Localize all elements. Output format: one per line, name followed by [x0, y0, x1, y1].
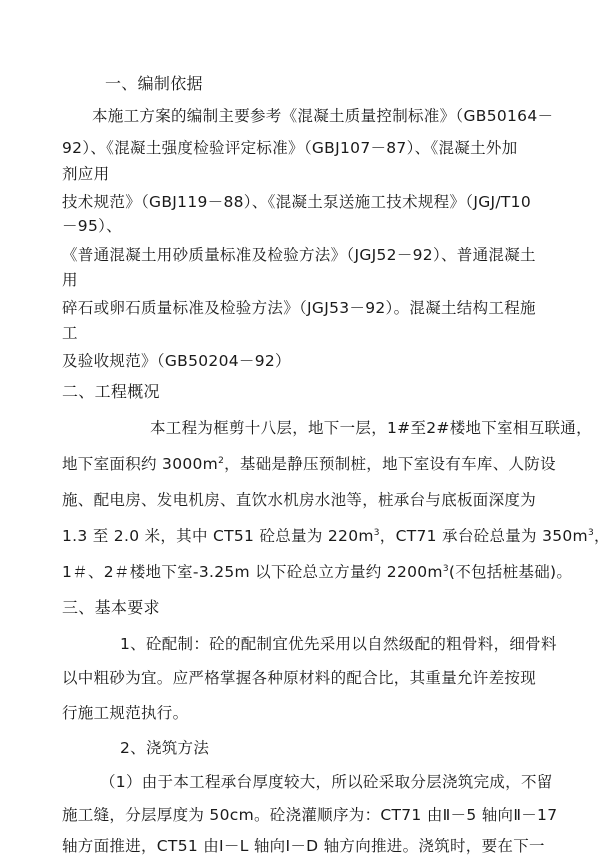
- section-heading-basis: 一、编制依据: [105, 74, 203, 93]
- section-heading-requirements: 三、基本要求: [62, 598, 160, 617]
- text-line: 本工程为框剪十八层，地下一层，1#至2#楼地下室相互联通，: [150, 419, 592, 437]
- text-line: 《普通混凝土用砂质量标准及检验方法》（JGJ52－92）、普通混凝土: [62, 246, 536, 264]
- text-line: 技术规范》（GBJ119－88）、《混凝土泵送施工技术规程》（JGJ/T10: [62, 193, 531, 211]
- text-line: 以中粗砂为宜。应严格掌握各种原材料的配合比，其重量允许差按现: [62, 669, 537, 687]
- text-line: 本施工方案的编制主要参考《混凝土质量控制标准》（GB50164－: [92, 107, 554, 125]
- text-line: 2、浇筑方法: [120, 739, 210, 757]
- text-line: 1、砼配制：砼的配制宜优先采用以自然级配的粗骨料，细骨料: [120, 635, 557, 653]
- text-line: 用: [62, 271, 78, 289]
- text-line: 剂应用: [62, 165, 110, 183]
- text-line: 及验收规范》（GB50204－92）: [62, 352, 291, 370]
- text-line: 地下室面积约 $3000m^2$，基础是静压预制桩，地下室设有车库、人防设: [62, 455, 556, 473]
- text-line: 施、配电房、发电机房、直饮水机房水池等，桩承台与底板面深度为: [62, 491, 537, 509]
- text-line: －95）、: [62, 217, 122, 235]
- text-line: 1＃、2＃楼地下室-3.25m 以下砼总立方量约 $2200m^3$(不包括桩基础)。: [62, 563, 573, 581]
- text-line: （1）由于本工程承台厚度较大，所以砼采取分层浇筑完成，不留: [100, 773, 553, 791]
- text-line: 施工缝，分层厚度为 50cm。砼浇灌顺序为：CT71 由Ⅱ－5 轴向Ⅱ－17: [62, 806, 558, 824]
- text-line: 碎石或卵石质量标准及检验方法》（JGJ53－92）。混凝土结构工程施: [62, 299, 536, 317]
- text-line: 轴方面推进，CT51 由Ⅰ－L 轴向Ⅰ－D 轴方向推进。浇筑时，要在下一: [62, 837, 545, 855]
- text-line: 1.3 至 2.0 米，其中 CT51 砼总量为 $220m^3$，CT71 承台砼总量为 $350m^3$，: [62, 527, 610, 545]
- text-line: 92）、《混凝土强度检验评定标准》（GBJ107－87）、《混凝土外加: [62, 139, 518, 157]
- text-line: 行施工规范执行。: [62, 704, 189, 722]
- text-line: 工: [62, 324, 78, 342]
- section-heading-overview: 二、工程概况: [62, 382, 160, 401]
